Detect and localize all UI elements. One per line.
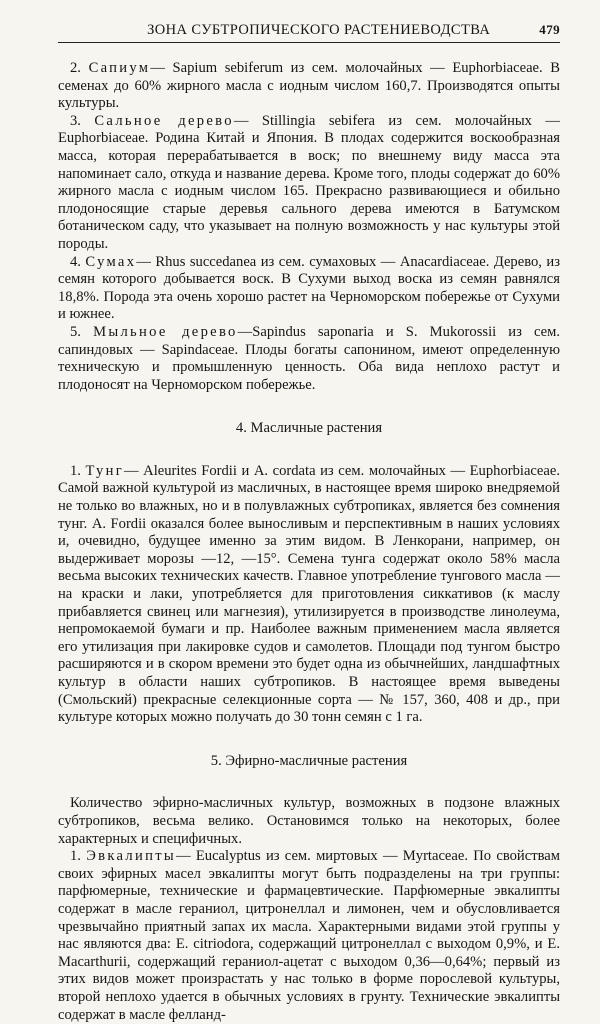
paragraph-intro: Количество эфирно-масличных культур, возможных в подзоне влажных субтропиков, весьма велико. Остановимся только на некоторых, более характерных и специфичных. xyxy=(58,795,560,847)
running-title: ЗОНА СУБТРОПИЧЕСКОГО РАСТЕНИЕВОДСТВА xyxy=(147,22,491,38)
term-tung: Тунг xyxy=(85,462,125,479)
page-body xyxy=(58,60,560,1024)
term-sapium: Сапиум xyxy=(88,60,151,76)
paragraph-sumac xyxy=(58,254,560,324)
term-soap-tree: Мыльное дерево xyxy=(93,323,238,340)
paragraph-text: — Stillingia sebifera из сем. молочайных — Euphorbiaceae. Родина Китай и Япония. В плодах содержится воскообразная масса, которая перерабатывается в воск; по внешнему виду масса эта напоминает сало, откуда и название дерева. Кроме того, плоды содержат до 60% жирного масла с иодным числом 165. Прекрасно развивающиеся и обильно плодоносящие старые деревья сального дерева имеются в Батумском ботаническом саду, что указывает на полную возможность у нас культуры этой породы. xyxy=(58,112,561,252)
term-eucalyptus: Эвкалипты xyxy=(86,848,177,865)
paragraph-sapium xyxy=(58,60,560,113)
item-number: 1. xyxy=(70,462,81,479)
paragraph-text: — Eucalyptus из сем. миртовых — Myrtaceae. По свойствам своих эфирных масел эвкалипты могут быть подразделены на три группы: парфюмерные, технические и фармацевтические. Парфюмерные эвкалипты содержат в масле гераниол, цитронеллал и лимонен, чем и обусловливается чрезвычайно приятный запах их масла. Характерными видами этой группы у нас являются два: E. citriodora, содержащий цитронеллал с выходом 0,9%, и E. Macarthurii, содержащий гераниол-ацетат с выходом 0,36—0,64%; первый из этих видов может произрастать у нас только в форме порослевой культуры, второй неплохо удается в обычных условиях в грунту. Технические эвкалипты содержат в масле фелланд- xyxy=(58,848,560,1023)
paragraph-text: — Rhus succedanea из сем. сумаховых — Anacardiaceae. Дерево, из семян которого добывается воск. В Сухуми выход воска из семян равнялся 18,8%. Порода эта очень хорошо растет на Черноморском побережье от Сухуми и южнее. xyxy=(58,253,560,323)
paragraph-text: — Sapium sebiferum из сем. молочайных — Euphorbiaceae. В семенах до 60% жирного масла с иодным числом 160,7. Производятся опыты культуры. xyxy=(58,60,561,112)
paragraph-tung xyxy=(58,463,560,727)
paragraph-soap-tree xyxy=(58,324,560,394)
item-number: 2. xyxy=(70,60,81,76)
paragraph-text: — Aleurites Fordii и A. cordata из сем. молочайных — Euphorbiaceae. Самой важной культурой из масличных, в настоящее время широко внедряемой не только во влажных, но и в полувлажных субтропиках, является без сомнения тунг. A. Fordii оказался более выносливым и перспективным в наших условиях и, очевидно, будущее именно за этим видом. В Ленкорани, например, он выдерживает морозы —12, —15°. Семена тунга содержат около 58% масла весьма высоких технических качеств. Главное употребление тунгового масла — на краски и лаки, употребляется для приготовления сиккативов (к маслу прибавляется свинец или магнезия), утилизируется в производстве линолеума, непромокаемой бумаги и пр. Наиболее важным применением масла является его утилизация при лакировке судов и самолетов. Площади под тунгом быстро расширяются и в скором времени это будет одна из обычнейших, ландшафтных культур в области наших субтропиков. В настоящее время выведены (Смольский) прекрасные селекционные сорта — № 157, 360, 408 и др., при культуре которых можно получать до 30 тонн семян с 1 га. xyxy=(58,462,560,726)
item-number: 5. xyxy=(70,323,81,340)
running-header xyxy=(58,22,560,43)
section-heading-oil-plants: 4. Масличные растения xyxy=(235,420,383,437)
paragraph-eucalyptus xyxy=(58,848,560,1024)
item-number: 4. xyxy=(70,253,81,270)
term-sumac: Сумах xyxy=(85,253,137,270)
paragraph-text: —Sapindus saponaria и S. Mukorossii из сем. сапиндовых — Sapindaceae. Плоды богаты сапонином, имеют определенную техническую и промышленную ценность. Оба вида неплохо растут и плодоносят на Черноморском побережье. xyxy=(58,323,560,393)
item-number: 1. xyxy=(70,848,81,865)
item-number: 3. xyxy=(70,112,81,129)
section-heading-essential-oil-plants: 5. Эфирно-масличные растения xyxy=(210,752,408,769)
page-number: 479 xyxy=(539,22,560,37)
term-tallow-tree: Сальное дерево xyxy=(94,112,234,129)
paragraph-tallow-tree xyxy=(58,113,560,254)
